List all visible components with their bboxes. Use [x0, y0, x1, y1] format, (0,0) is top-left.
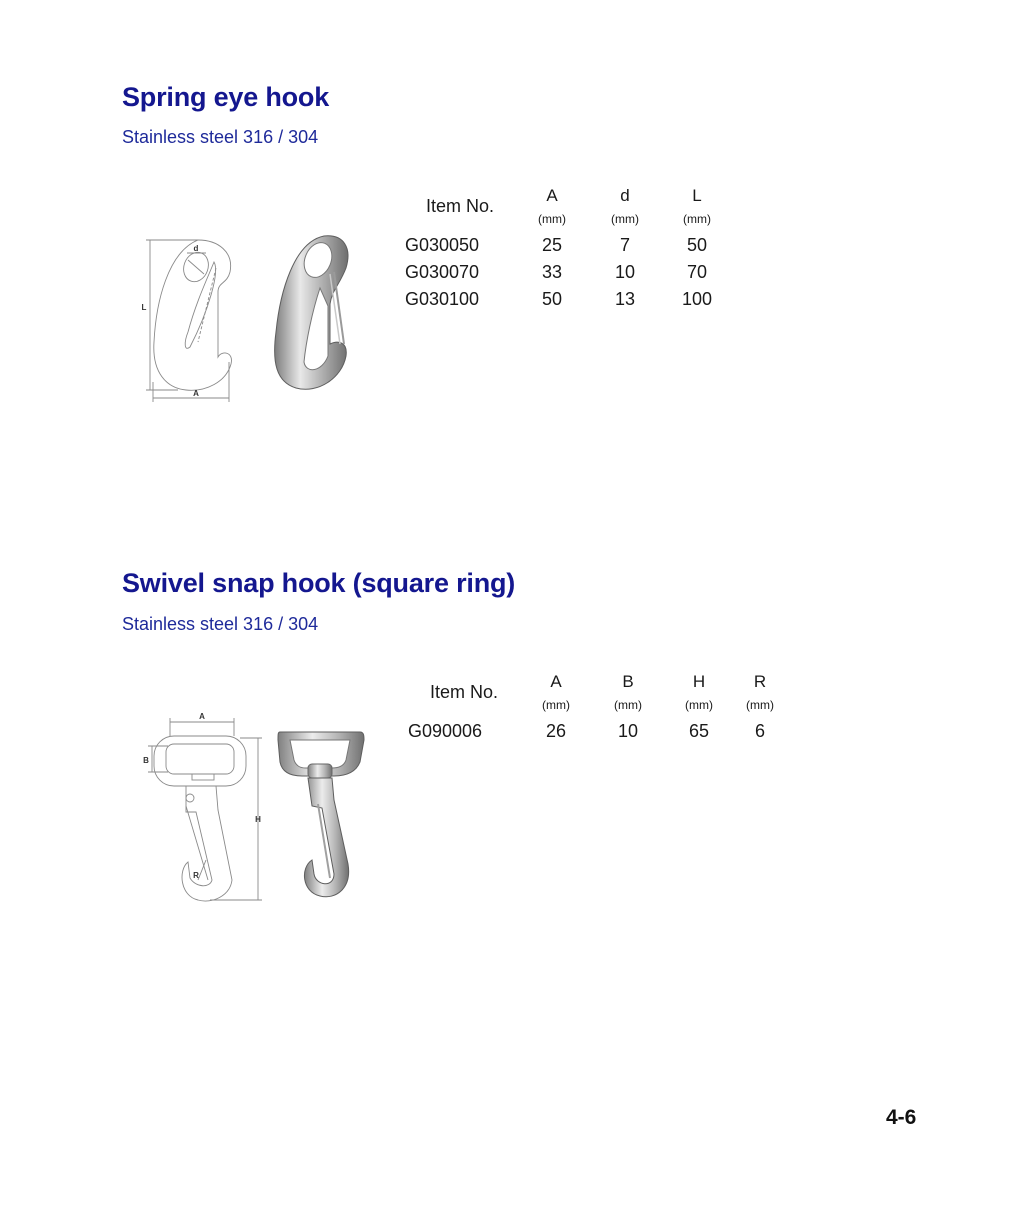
header-dim-L: L	[692, 186, 702, 205]
cell-item-no: G030100	[405, 289, 480, 309]
label-A: A	[193, 389, 199, 398]
table-row	[405, 259, 733, 286]
header-unit: (mm)	[746, 698, 774, 712]
cell-value: 50	[686, 235, 708, 255]
header-dim-R: R	[753, 672, 767, 691]
swivel-snap-hook-photo	[272, 728, 368, 900]
header-unit: (mm)	[683, 212, 711, 226]
cell-item-no: G030050	[405, 235, 480, 255]
header-item-no: Item No.	[429, 681, 499, 702]
header-item-no: Item No.	[425, 195, 495, 216]
cell-item-no: G030070	[405, 262, 480, 282]
header-unit: (mm)	[685, 698, 713, 712]
spring-eye-hook-technical-drawing	[138, 232, 238, 404]
page-number: 4-6	[886, 1106, 917, 1129]
header-dim-H: H	[692, 672, 706, 691]
header-unit: (mm)	[614, 698, 642, 712]
spec-table	[405, 180, 733, 313]
cell-value: 6	[754, 721, 765, 741]
swivel-snap-hook-technical-drawing	[140, 710, 268, 906]
header-dim-d: d	[620, 186, 630, 205]
header-dim-A: A	[546, 186, 558, 205]
header-dim-A: A	[550, 672, 562, 691]
cell-value: 33	[541, 262, 563, 282]
spring-eye-hook-photo	[266, 232, 356, 394]
cell-value: 100	[681, 289, 713, 309]
cell-value: 26	[545, 721, 567, 741]
table-row	[405, 232, 733, 259]
header-unit: (mm)	[538, 212, 566, 226]
label-A: A	[199, 712, 205, 721]
section-subtitle: Stainless steel 316 / 304	[122, 614, 319, 634]
cell-value: 13	[614, 289, 636, 309]
cell-value: 10	[614, 262, 636, 282]
cell-value: 50	[541, 289, 563, 309]
spec-table	[408, 666, 786, 745]
cell-value: 65	[688, 721, 710, 741]
section-subtitle: Stainless steel 316 / 304	[122, 127, 319, 147]
cell-item-no: G090006	[408, 721, 483, 741]
label-d: d	[193, 244, 199, 253]
cell-value: 70	[686, 262, 708, 282]
table-row	[408, 718, 786, 745]
cell-value: 25	[541, 235, 563, 255]
section-title: Swivel snap hook (square ring)	[122, 568, 516, 598]
cell-value: 7	[619, 235, 630, 255]
header-unit: (mm)	[611, 212, 639, 226]
section-title: Spring eye hook	[122, 82, 330, 112]
label-H: H	[255, 815, 261, 824]
header-unit: (mm)	[542, 698, 570, 712]
label-R: R	[193, 871, 199, 880]
table-row	[405, 286, 733, 313]
label-B: B	[143, 756, 149, 765]
label-L: L	[141, 303, 147, 312]
cell-value: 10	[617, 721, 639, 741]
header-dim-B: B	[622, 672, 634, 691]
